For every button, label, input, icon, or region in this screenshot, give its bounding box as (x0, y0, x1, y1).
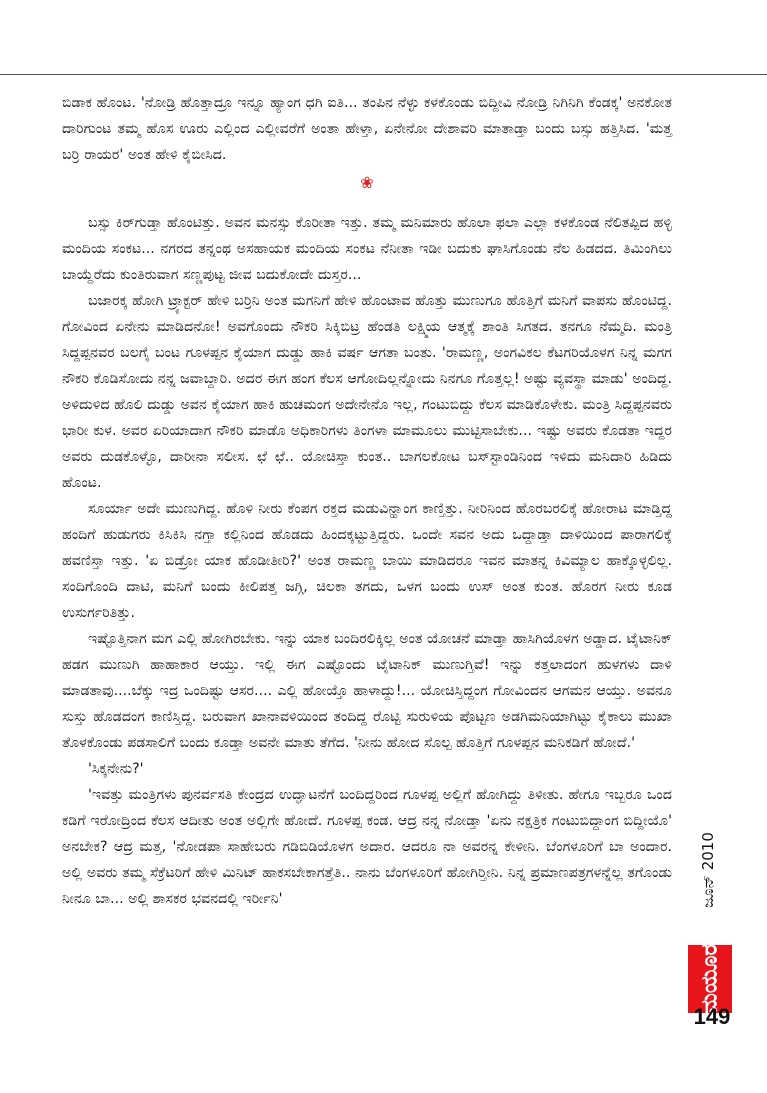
header-rule (0, 74, 767, 75)
paragraph-5: ಇಷ್ಟೊತ್ತಿನಾಗ ಮಗ ಎಲ್ಲಿ ಹೋಗಿರಬೇಕು. ಇನ್ನು ಯಾಕ ಬಂದಿರಲಿಕ್ಕಿಲ್ಲ ಅಂತ ಯೋಚನೆ ಮಾಡ್ತಾ ಹಾಸಿಗಿಯೊಳಗ ಅಡ್ಡಾದ. ಟೈಟಾನಿಕ್ ಹಡಗ ಮುಣುಗಿ ಹಾಹಾಕಾರ ಆಯ್ತು. ಇಲ್ಲಿ ಈಗ ಎಷ್ಟೊಂದು ಟೈಟಾನಿಕ್ ಮುಣುಗ್ತಿವೆ! ಇನ್ನು ಕತ್ತಲಾದಂಗ ಹುಳಗಳು ದಾಳಿ ಮಾಡತಾವು....ಬೆಕ್ಕು ಇದ್ರ ಒಂದಿಷ್ಟು ಆಸರ.... ಎಲ್ಲಿ ಹೋಯ್ತೊ ಹಾಳಾದ್ದು!... ಯೋಚಿಸ್ತಿದ್ದಂಗ ಗೋವಿಂದನ ಆಗಮನ ಆಯ್ತು. ಅವನೂ ಸುಸ್ತು ಹೊಡದಂಗ ಕಾಣಿಸ್ತಿದ್ದ. ಬರುವಾಗ ಖಾನಾವಳಿಯಿಂದ ತಂದಿದ್ದ ರೊಟ್ಟಿ ಸುರುಳಿಯ ಪೊಟ್ಟಣ ಅಡಗಿಮನಿಯಾಗಿಟ್ಟು ಕೈಕಾಲು ಮುಖಾ ತೊಳಕೊಂಡು ಪಡಸಾಲಿಗೆ ಬಂದು ಕೂಡ್ತಾ ಅವನೇ ಮಾತು ತೆಗೆದ. 'ನೀನು ಹೋದ ಸೊಲ್ಪ ಹೊತ್ತಿಗೆ ಗೂಳಪ್ಪನ ಮನಿಕಡಿಗೆ ಹೋದೆ.' (62, 631, 672, 751)
page-number: 149 (693, 1004, 731, 1029)
paragraph-6: 'ಸಿಕ್ಕನೇನು?' (88, 761, 144, 777)
section-break-ornament-icon: ❀ (360, 173, 374, 192)
paragraph-1: ಬಿಡಾಕ ಹೊಂಟ. 'ನೋಡ್ರಿ ಹೊತ್ತಾದ್ರೂ ಇನ್ನೂ ಹ್ಯಾಂಗ ಧಗಿ ಐತಿ... ತಂಪಿನ ನೆಳ್ಳು ಕಳಕೊಂಡು ಬಿದ್ದೀವಿ ನೋಡ್ರಿ ನಿಗಿನಿಗಿ ಕೆಂಡಕ್ಕ' ಅನಕೋತ ದಾರಿಗುಂಟ ತಮ್ಮ ಹೊಸ ಊರು ಎಲ್ಲಿಂದ ಎಲ್ಲೀವರೆಗೆ ಅಂತಾ ಹೇಳ್ತಾ, ಏನೇನೋ ದೇಶಾವರಿ ಮಾತಾಡ್ತಾ ಬಂದು ಬಸ್ಸು ಹತ್ತಿಸಿದ. 'ಮತ್ತ ಬರ್ರಿ ರಾಯರ' ಅಂತ ಹೇಳಿ ಕೈಬೀಸಿದ. (62, 95, 672, 163)
paragraph-2: ಬಸ್ಸು ಕಿರ್‌ಗುಡ್ತಾ ಹೊಂಟಿತ್ತು. ಅವನ ಮನಸ್ಸು ಕೊರೀತಾ ಇತ್ತು. ತಮ್ಮ ಮನಿಮಾರು ಹೊಲಾ ಫಲಾ ಎಲ್ಲಾ ಕಳಕೊಂಡ ನೆಲಿತಪ್ಪಿದ ಹಳ್ಳಿ ಮಂದಿಯ ಸಂಕಟ... ನಗರದ ತನ್ನಂಥ ಅಸಹಾಯಕ ಮಂದಿಯ ಸಂಕಟ ನೆನೀತಾ ಇಡೀ ಬದುಕು ಘಾಸಿಗೊಂಡು ನೆಲ ಹಿಡದದ. ತಿಮಿಂಗಿಲು ಬಾಯ್ದೆರೆದು ಕುಂತಿರುವಾಗ ಸಣ್ಣಪುಟ್ಟ ಜೀವ ಬದುಕೋದೇ ದುಸ್ತರ... (62, 215, 672, 283)
issue-date-text: ಜೂನ್ 2010 (699, 832, 717, 908)
issue-date (696, 800, 720, 940)
magazine-logo (688, 945, 732, 1013)
paragraph-7: 'ಇವತ್ತು ಮಂತ್ರಿಗಳು ಪುನರ್ವಸತಿ ಕೇಂದ್ರದ ಉದ್ಘಾಟನೆಗೆ ಬಂದಿದ್ದರಿಂದ ಗೂಳಪ್ಪ ಅಲ್ಲಿಗೆ ಹೋಗಿದ್ದು ತಿಳೀತು. ಹೇಗೂ ಇಬ್ಬರೂ ಒಂದ ಕಡಿಗೆ ಇರೋದ್ರಿಂದ ಕೆಲಸ ಆದೀತು ಅಂತ ಅಲ್ಲಿಗೇ ಹೋದೆ. ಗೂಳಪ್ಪ ಕಂಡ. ಆದ್ರ ನನ್ನ ನೋಡ್ತಾ 'ಏನು ನಕ್ಷತ್ರಿಕ ಗಂಟುಬಿದ್ದಾಂಗ ಬಿದ್ದೀಯೊ' ಅನಬೇಕ? ಆದ್ರ ಮತ್ತ, 'ನೋಡಪಾ ಸಾಹೇಬರು ಗಡಿಬಿಡಿಯೊಳಗ ಅದಾರ. ಆದರೂ ನಾ ಅವರನ್ನ ಕೇಳೀನಿ. ಬೆಂಗಳೂರಿಗೆ ಬಾ ಅಂದಾರ. ಅಲ್ಲಿ ಅವರು ತಮ್ಮ ಸೆಕ್ರೆಟರಿಗೆ ಹೇಳಿ ಮಿನಿಟ್ ಹಾಕಸಬೇಕಾಗತ್ತೆತಿ.. ನಾನು ಬೆಂಗಳೂರಿಗೆ ಹೋಗಿರ್‍ತೀನಿ. ನಿನ್ನ ಪ್ರಮಾಣಪತ್ರಗಳನ್ನೆಲ್ಲ ತಗೊಂಡು ನೀನೂ ಬಾ... ಅಲ್ಲಿ ಶಾಸಕರ ಭವನದಲ್ಲಿ ಇರ್ರೀನಿ' (62, 787, 672, 907)
paragraph-3: ಬಜಾರಕ್ಕ ಹೋಗಿ ಟ್ರ್ಯಾಕ್ಟರ್ ಹೇಳಿ ಬರ್ರಿನಿ ಅಂತ ಮಗನಿಗೆ ಹೇಳಿ ಹೊಂಟಾವ ಹೊತ್ತು ಮುಣುಗೂ ಹೊತ್ತಿಗೆ ಮನಿಗೆ ವಾಪಸು ಹೊಂಟಿದ್ದ. ಗೋವಿಂದ ಏನೇನು ಮಾಡಿದನೋ! ಅವಗೊಂದು ನೌಕರಿ ಸಿಕ್ಕಿಬಿಟ್ರ ಹೆಂಡತಿ ಲಕ್ಷ್ಮಿಯ ಆತ್ಮಕ್ಕೆ ಶಾಂತಿ ಸಿಗತದ. ತನಗೂ ನೆಮ್ಮದಿ. ಮಂತ್ರಿ ಸಿದ್ದಪ್ಪನವರ ಬಲಗೈ ಬಂಟ ಗೂಳಪ್ಪನ ಕೈಯಾಗ ದುಡ್ಡು ಹಾಕಿ ವರ್ಷ ಆಗತಾ ಬಂತು. 'ರಾಮಣ್ಣ, ಅಂಗವಿಕಲ ಕೆಟಗರಿಯೊಳಗ ನಿನ್ನ ಮಗಗ ನೌಕರಿ ಕೊಡಿಸೋದು ನನ್ನ ಜವಾಬ್ದಾರಿ. ಅದರ ಈಗ ಹಂಗ ಕೆಲಸ ಆಗೋದಿಲ್ಲನ್ನೋದು ನಿನಗೂ ಗೊತ್ತಲ್ಲ! ಅಷ್ಟು ವ್ಯವಸ್ಥಾ ಮಾಡು' ಅಂದಿದ್ದ. ಅಳಿದುಳಿದ ಹೊಲಿ ದುಡ್ಡು ಅವನ ಕೈಯಾಗ ಹಾಕಿ ಹುಚಮಂಗ ಅದೇನೇನೊ ಇಲ್ಲ, ಗಂಟುಬಿದ್ದು ಕೆಲಸ ಮಾಡಿಕೊಳೇಕು. ಮಂತ್ರಿ ಸಿದ್ದಪ್ಪನವರು ಭಾರೀ ಕುಳ. ಅವರ ಏರಿಯಾದಾಗ ನೌಕರಿ ಮಾಡೊ ಅಧಿಕಾರಿಗಳು ತಿಂಗಳಾ ಮಾಮೂಲು ಮುಟ್ಟಿಸಾಬೇಕು... ಇಷ್ಟು ಅವರು ಕೊಡತಾ ಇದ್ದರ ಅವರು ದುಡಕೊಳ್ಳೊ, ದಾರೀನಾ ಸಲೀಸ. ಛೆ ಛೆ.. ಯೋಚಿಸ್ತಾ ಕುಂತ.. ಬಾಗಲಕೋಟ ಬಸ್‌ಸ್ಟಾಂಡಿನಿಂದ ಇಳಿದು ಮನಿದಾರಿ ಹಿಡಿದು ಹೊಂಟ. (62, 293, 672, 491)
magazine-logo-text: ಮಯೂರ (697, 943, 723, 1015)
paragraph-4: ಸೂರ್ಯಾ ಅದೇ ಮುಣುಗಿದ್ದ. ಹೊಳಿ ನೀರು ಕೆಂಪಗ ರಕ್ತದ ಮಡುವಿನ್ಹಾಂಗ ಕಾಣ್ತಿತ್ತು. ನೀರಿನಿಂದ ಹೊರಬರಲಿಕ್ಕೆ ಹೋರಾಟ ಮಾಡ್ತಿದ್ದ ಹಂದಿಗೆ ಹುಡುಗರು ಕಿಸಿಕಿಸಿ ನಗ್ತಾ ಕಲ್ಲಿನಿಂದ ಹೊಡದು ಹಿಂದಕ್ಕಟ್ಟುತ್ತಿದ್ದರು. ಒಂದೇ ಸವನ ಅದು ಒದ್ದಾಡ್ತಾ ದಾಳಿಯಿಂದ ಪಾರಾಗಲಿಕ್ಕೆ ಹವಣಿಸ್ತಾ ಇತ್ತು. 'ಏ ಬಿಡ್ರೋ ಯಾಕ ಹೊಡೀತೀರಿ?' ಅಂತ ರಾಮಣ್ಣ ಬಾಯಿ ಮಾಡಿದರೂ ಇವನ ಮಾತನ್ನ ಕಿವಿಮ್ಯಾಲ ಹಾಕ್ಕೊಳ್ಳಲಿಲ್ಲ. ಸಂದಿಗೊಂದಿ ದಾಟಿ, ಮನಿಗೆ ಬಂದು ಕೀಲಿಪತ್ತ ಜಗ್ಗಿ, ಚಿಲಕಾ ತಗದು, ಒಳಗ ಬಂದು ಉಸ್ ಅಂತ ಕುಂತ. ಹೊರಗ ನೀರು ಕೂಡ ಉಸುರ್ಗರಿತಿತ್ತು. (62, 501, 672, 621)
article-body (62, 90, 672, 912)
